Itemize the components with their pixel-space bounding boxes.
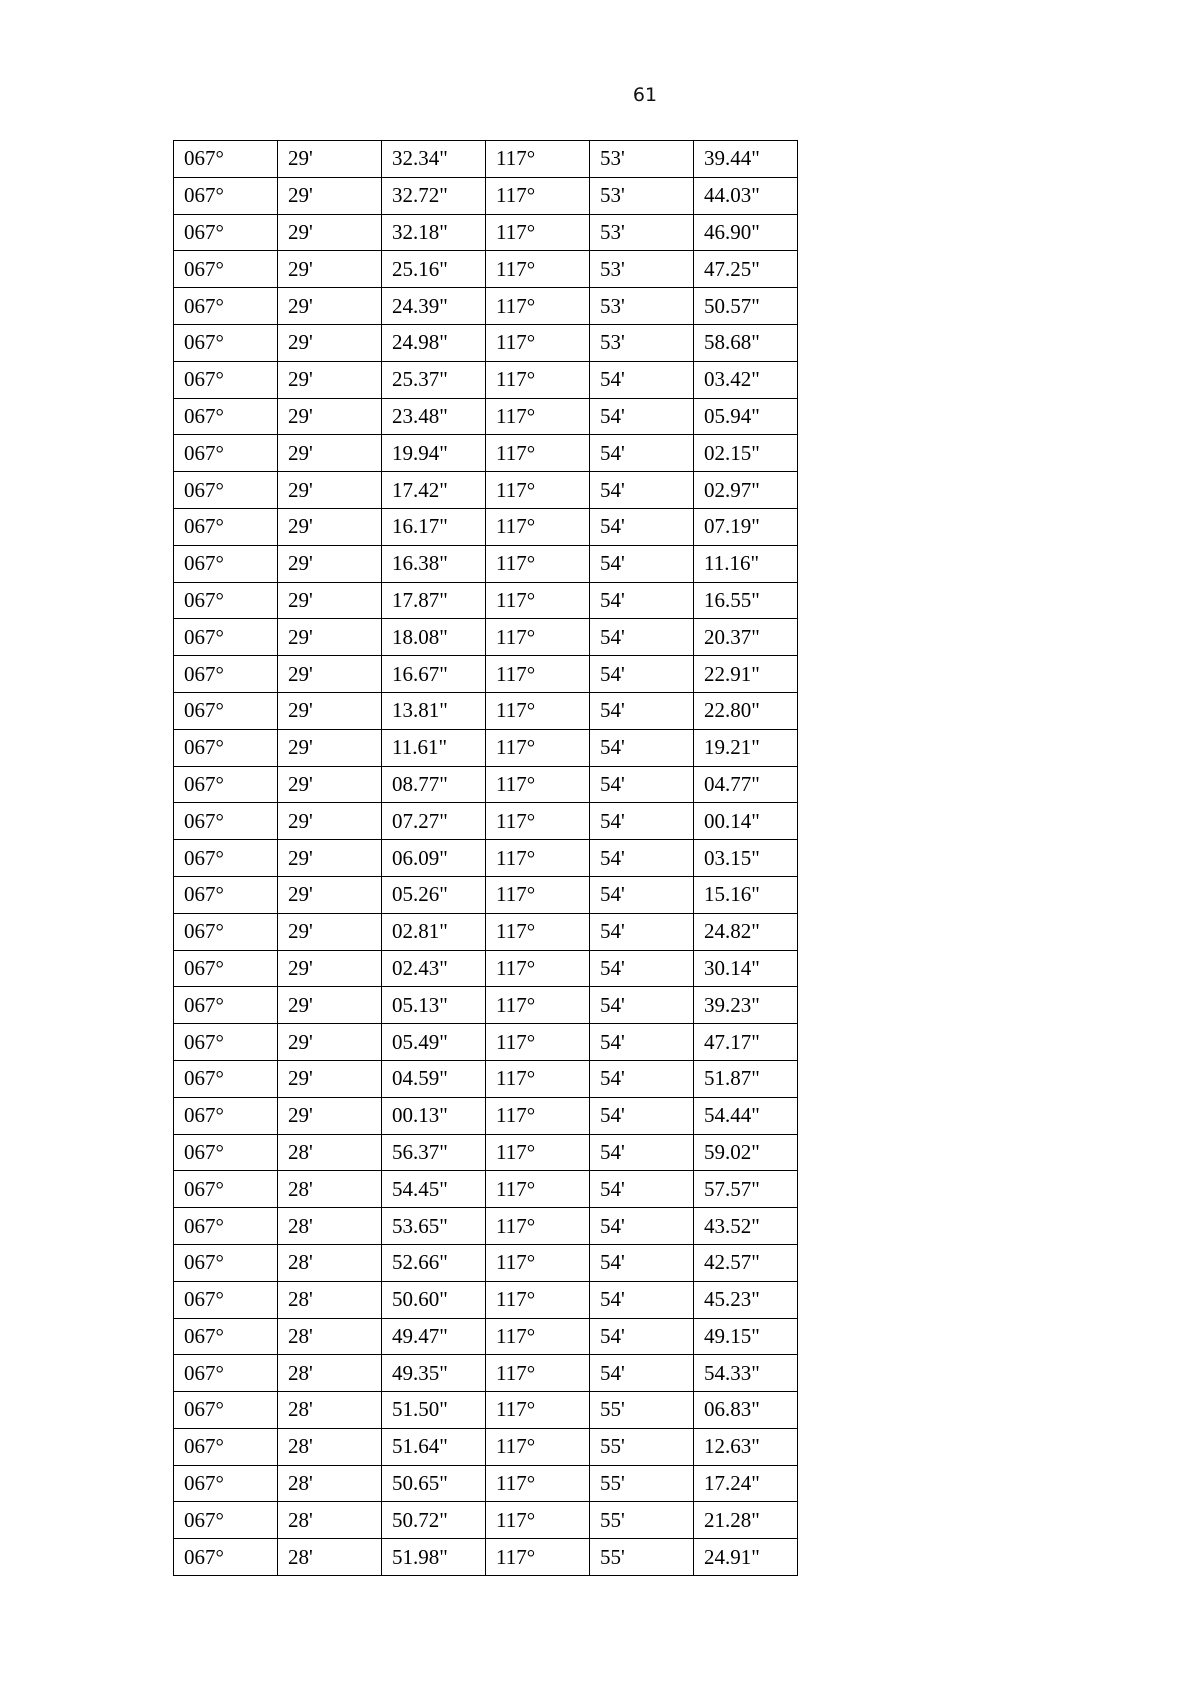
longitude-minutes-cell: 28' — [278, 1244, 382, 1281]
longitude-seconds-cell: 24.39" — [382, 288, 486, 325]
latitude-seconds-cell: 43.52" — [694, 1208, 798, 1245]
longitude-seconds-cell: 23.48" — [382, 398, 486, 435]
longitude-seconds-cell: 07.27" — [382, 803, 486, 840]
longitude-minutes-cell: 29' — [278, 950, 382, 987]
longitude-seconds-cell: 53.65" — [382, 1208, 486, 1245]
latitude-degrees-cell: 117° — [486, 950, 590, 987]
coordinates-table — [173, 140, 798, 1576]
longitude-degrees-cell: 067° — [174, 1318, 278, 1355]
latitude-minutes-cell: 54' — [590, 729, 694, 766]
longitude-seconds-cell: 25.16" — [382, 251, 486, 288]
latitude-seconds-cell: 03.42" — [694, 361, 798, 398]
latitude-degrees-cell: 117° — [486, 582, 590, 619]
longitude-seconds-cell: 24.98" — [382, 324, 486, 361]
table-row — [174, 1134, 798, 1171]
latitude-seconds-cell: 04.77" — [694, 766, 798, 803]
latitude-minutes-cell: 54' — [590, 361, 694, 398]
table-row — [174, 288, 798, 325]
latitude-degrees-cell: 117° — [486, 545, 590, 582]
longitude-minutes-cell: 28' — [278, 1318, 382, 1355]
longitude-degrees-cell: 067° — [174, 435, 278, 472]
latitude-minutes-cell: 54' — [590, 876, 694, 913]
latitude-seconds-cell: 06.83" — [694, 1392, 798, 1429]
longitude-degrees-cell: 067° — [174, 1355, 278, 1392]
longitude-minutes-cell: 29' — [278, 840, 382, 877]
latitude-minutes-cell: 55' — [590, 1539, 694, 1576]
latitude-minutes-cell: 53' — [590, 251, 694, 288]
table-row — [174, 1392, 798, 1429]
table-row — [174, 1171, 798, 1208]
longitude-minutes-cell: 29' — [278, 619, 382, 656]
longitude-degrees-cell: 067° — [174, 1134, 278, 1171]
longitude-seconds-cell: 25.37" — [382, 361, 486, 398]
latitude-degrees-cell: 117° — [486, 361, 590, 398]
longitude-seconds-cell: 06.09" — [382, 840, 486, 877]
latitude-seconds-cell: 50.57" — [694, 288, 798, 325]
latitude-minutes-cell: 54' — [590, 950, 694, 987]
longitude-degrees-cell: 067° — [174, 251, 278, 288]
latitude-degrees-cell: 117° — [486, 324, 590, 361]
longitude-seconds-cell: 05.49" — [382, 1024, 486, 1061]
latitude-seconds-cell: 05.94" — [694, 398, 798, 435]
longitude-minutes-cell: 28' — [278, 1392, 382, 1429]
latitude-degrees-cell: 117° — [486, 913, 590, 950]
longitude-degrees-cell: 067° — [174, 1171, 278, 1208]
longitude-minutes-cell: 28' — [278, 1465, 382, 1502]
latitude-minutes-cell: 54' — [590, 1208, 694, 1245]
longitude-minutes-cell: 29' — [278, 1060, 382, 1097]
longitude-seconds-cell: 32.72" — [382, 177, 486, 214]
latitude-degrees-cell: 117° — [486, 1171, 590, 1208]
latitude-seconds-cell: 47.25" — [694, 251, 798, 288]
longitude-seconds-cell: 52.66" — [382, 1244, 486, 1281]
latitude-minutes-cell: 55' — [590, 1428, 694, 1465]
latitude-minutes-cell: 54' — [590, 656, 694, 693]
latitude-minutes-cell: 53' — [590, 214, 694, 251]
latitude-seconds-cell: 46.90" — [694, 214, 798, 251]
longitude-degrees-cell: 067° — [174, 1208, 278, 1245]
longitude-seconds-cell: 32.34" — [382, 141, 486, 178]
longitude-minutes-cell: 29' — [278, 692, 382, 729]
latitude-degrees-cell: 117° — [486, 876, 590, 913]
longitude-degrees-cell: 067° — [174, 141, 278, 178]
longitude-minutes-cell: 28' — [278, 1134, 382, 1171]
latitude-seconds-cell: 39.23" — [694, 987, 798, 1024]
longitude-minutes-cell: 28' — [278, 1502, 382, 1539]
latitude-degrees-cell: 117° — [486, 435, 590, 472]
latitude-seconds-cell: 54.33" — [694, 1355, 798, 1392]
latitude-degrees-cell: 117° — [486, 692, 590, 729]
latitude-minutes-cell: 54' — [590, 545, 694, 582]
longitude-minutes-cell: 28' — [278, 1171, 382, 1208]
table-row — [174, 214, 798, 251]
longitude-seconds-cell: 51.64" — [382, 1428, 486, 1465]
table-row — [174, 692, 798, 729]
longitude-seconds-cell: 50.60" — [382, 1281, 486, 1318]
longitude-degrees-cell: 067° — [174, 472, 278, 509]
latitude-minutes-cell: 54' — [590, 803, 694, 840]
longitude-minutes-cell: 28' — [278, 1428, 382, 1465]
longitude-degrees-cell: 067° — [174, 619, 278, 656]
longitude-seconds-cell: 13.81" — [382, 692, 486, 729]
longitude-minutes-cell: 29' — [278, 472, 382, 509]
longitude-minutes-cell: 29' — [278, 177, 382, 214]
longitude-degrees-cell: 067° — [174, 766, 278, 803]
latitude-minutes-cell: 54' — [590, 398, 694, 435]
table-row — [174, 1465, 798, 1502]
latitude-minutes-cell: 54' — [590, 692, 694, 729]
latitude-degrees-cell: 117° — [486, 1355, 590, 1392]
table-row — [174, 251, 798, 288]
longitude-minutes-cell: 29' — [278, 141, 382, 178]
table-row — [174, 1355, 798, 1392]
table-row — [174, 1502, 798, 1539]
longitude-seconds-cell: 17.87" — [382, 582, 486, 619]
latitude-minutes-cell: 54' — [590, 1097, 694, 1134]
longitude-seconds-cell: 16.17" — [382, 508, 486, 545]
table-row — [174, 435, 798, 472]
latitude-degrees-cell: 117° — [486, 1244, 590, 1281]
longitude-minutes-cell: 29' — [278, 913, 382, 950]
longitude-seconds-cell: 05.26" — [382, 876, 486, 913]
longitude-degrees-cell: 067° — [174, 177, 278, 214]
longitude-seconds-cell: 02.81" — [382, 913, 486, 950]
longitude-minutes-cell: 29' — [278, 803, 382, 840]
longitude-minutes-cell: 28' — [278, 1281, 382, 1318]
latitude-degrees-cell: 117° — [486, 987, 590, 1024]
latitude-seconds-cell: 02.15" — [694, 435, 798, 472]
latitude-minutes-cell: 54' — [590, 913, 694, 950]
latitude-minutes-cell: 53' — [590, 288, 694, 325]
latitude-seconds-cell: 45.23" — [694, 1281, 798, 1318]
latitude-seconds-cell: 47.17" — [694, 1024, 798, 1061]
latitude-minutes-cell: 54' — [590, 987, 694, 1024]
latitude-minutes-cell: 54' — [590, 1318, 694, 1355]
latitude-minutes-cell: 53' — [590, 141, 694, 178]
longitude-seconds-cell: 18.08" — [382, 619, 486, 656]
longitude-seconds-cell: 49.35" — [382, 1355, 486, 1392]
longitude-degrees-cell: 067° — [174, 361, 278, 398]
table-row — [174, 950, 798, 987]
table-row — [174, 803, 798, 840]
longitude-minutes-cell: 29' — [278, 288, 382, 325]
longitude-seconds-cell: 50.72" — [382, 1502, 486, 1539]
latitude-degrees-cell: 117° — [486, 398, 590, 435]
table-row — [174, 840, 798, 877]
longitude-seconds-cell: 00.13" — [382, 1097, 486, 1134]
latitude-seconds-cell: 17.24" — [694, 1465, 798, 1502]
table-row — [174, 1244, 798, 1281]
longitude-degrees-cell: 067° — [174, 582, 278, 619]
longitude-degrees-cell: 067° — [174, 398, 278, 435]
longitude-seconds-cell: 51.50" — [382, 1392, 486, 1429]
longitude-degrees-cell: 067° — [174, 729, 278, 766]
latitude-seconds-cell: 39.44" — [694, 141, 798, 178]
longitude-degrees-cell: 067° — [174, 840, 278, 877]
longitude-seconds-cell: 54.45" — [382, 1171, 486, 1208]
longitude-seconds-cell: 50.65" — [382, 1465, 486, 1502]
longitude-minutes-cell: 29' — [278, 361, 382, 398]
longitude-minutes-cell: 29' — [278, 766, 382, 803]
latitude-seconds-cell: 54.44" — [694, 1097, 798, 1134]
latitude-degrees-cell: 117° — [486, 729, 590, 766]
latitude-minutes-cell: 54' — [590, 435, 694, 472]
longitude-degrees-cell: 067° — [174, 1244, 278, 1281]
table-row — [174, 582, 798, 619]
longitude-degrees-cell: 067° — [174, 692, 278, 729]
longitude-degrees-cell: 067° — [174, 545, 278, 582]
longitude-minutes-cell: 29' — [278, 545, 382, 582]
longitude-minutes-cell: 29' — [278, 251, 382, 288]
latitude-seconds-cell: 21.28" — [694, 1502, 798, 1539]
longitude-degrees-cell: 067° — [174, 1097, 278, 1134]
table-row — [174, 729, 798, 766]
latitude-seconds-cell: 22.80" — [694, 692, 798, 729]
table-row — [174, 398, 798, 435]
longitude-minutes-cell: 29' — [278, 324, 382, 361]
table-row — [174, 1318, 798, 1355]
table-row — [174, 913, 798, 950]
longitude-degrees-cell: 067° — [174, 324, 278, 361]
longitude-seconds-cell: 08.77" — [382, 766, 486, 803]
longitude-minutes-cell: 28' — [278, 1539, 382, 1576]
latitude-degrees-cell: 117° — [486, 619, 590, 656]
longitude-minutes-cell: 29' — [278, 1024, 382, 1061]
latitude-minutes-cell: 55' — [590, 1392, 694, 1429]
latitude-minutes-cell: 54' — [590, 472, 694, 509]
table-row — [174, 1060, 798, 1097]
table-row — [174, 324, 798, 361]
latitude-seconds-cell: 42.57" — [694, 1244, 798, 1281]
latitude-degrees-cell: 117° — [486, 1539, 590, 1576]
longitude-degrees-cell: 067° — [174, 987, 278, 1024]
longitude-degrees-cell: 067° — [174, 288, 278, 325]
latitude-seconds-cell: 03.15" — [694, 840, 798, 877]
longitude-seconds-cell: 04.59" — [382, 1060, 486, 1097]
latitude-degrees-cell: 117° — [486, 1392, 590, 1429]
latitude-minutes-cell: 55' — [590, 1502, 694, 1539]
latitude-degrees-cell: 117° — [486, 1502, 590, 1539]
longitude-seconds-cell: 16.38" — [382, 545, 486, 582]
table-row — [174, 619, 798, 656]
latitude-degrees-cell: 117° — [486, 840, 590, 877]
latitude-seconds-cell: 16.55" — [694, 582, 798, 619]
table-row — [174, 472, 798, 509]
latitude-seconds-cell: 11.16" — [694, 545, 798, 582]
latitude-seconds-cell: 19.21" — [694, 729, 798, 766]
longitude-degrees-cell: 067° — [174, 1024, 278, 1061]
latitude-minutes-cell: 55' — [590, 1465, 694, 1502]
latitude-seconds-cell: 20.37" — [694, 619, 798, 656]
table-row — [174, 545, 798, 582]
latitude-degrees-cell: 117° — [486, 1060, 590, 1097]
latitude-minutes-cell: 54' — [590, 1244, 694, 1281]
longitude-minutes-cell: 29' — [278, 987, 382, 1024]
table-row — [174, 1024, 798, 1061]
latitude-seconds-cell: 15.16" — [694, 876, 798, 913]
latitude-seconds-cell: 49.15" — [694, 1318, 798, 1355]
longitude-degrees-cell: 067° — [174, 1281, 278, 1318]
longitude-minutes-cell: 29' — [278, 582, 382, 619]
latitude-seconds-cell: 12.63" — [694, 1428, 798, 1465]
longitude-degrees-cell: 067° — [174, 656, 278, 693]
latitude-minutes-cell: 54' — [590, 840, 694, 877]
latitude-minutes-cell: 54' — [590, 508, 694, 545]
table-row — [174, 141, 798, 178]
latitude-seconds-cell: 30.14" — [694, 950, 798, 987]
longitude-minutes-cell: 29' — [278, 729, 382, 766]
longitude-minutes-cell: 29' — [278, 435, 382, 472]
latitude-seconds-cell: 00.14" — [694, 803, 798, 840]
latitude-seconds-cell: 02.97" — [694, 472, 798, 509]
longitude-degrees-cell: 067° — [174, 913, 278, 950]
longitude-degrees-cell: 067° — [174, 1428, 278, 1465]
latitude-minutes-cell: 54' — [590, 582, 694, 619]
latitude-degrees-cell: 117° — [486, 1318, 590, 1355]
latitude-degrees-cell: 117° — [486, 214, 590, 251]
longitude-degrees-cell: 067° — [174, 1392, 278, 1429]
latitude-minutes-cell: 54' — [590, 1171, 694, 1208]
latitude-degrees-cell: 117° — [486, 251, 590, 288]
table-row — [174, 1281, 798, 1318]
table-row — [174, 766, 798, 803]
latitude-minutes-cell: 54' — [590, 766, 694, 803]
latitude-seconds-cell: 22.91" — [694, 656, 798, 693]
latitude-degrees-cell: 117° — [486, 1024, 590, 1061]
latitude-degrees-cell: 117° — [486, 177, 590, 214]
longitude-degrees-cell: 067° — [174, 1465, 278, 1502]
longitude-seconds-cell: 19.94" — [382, 435, 486, 472]
latitude-seconds-cell: 59.02" — [694, 1134, 798, 1171]
longitude-degrees-cell: 067° — [174, 1502, 278, 1539]
latitude-seconds-cell: 57.57" — [694, 1171, 798, 1208]
latitude-degrees-cell: 117° — [486, 1281, 590, 1318]
longitude-seconds-cell: 05.13" — [382, 987, 486, 1024]
latitude-degrees-cell: 117° — [486, 1208, 590, 1245]
latitude-degrees-cell: 117° — [486, 803, 590, 840]
longitude-minutes-cell: 28' — [278, 1208, 382, 1245]
longitude-minutes-cell: 29' — [278, 508, 382, 545]
longitude-degrees-cell: 067° — [174, 876, 278, 913]
latitude-degrees-cell: 117° — [486, 1428, 590, 1465]
coordinates-table-body — [174, 141, 798, 1576]
latitude-minutes-cell: 54' — [590, 1134, 694, 1171]
table-row — [174, 1097, 798, 1134]
longitude-minutes-cell: 28' — [278, 1355, 382, 1392]
longitude-minutes-cell: 29' — [278, 876, 382, 913]
table-row — [174, 656, 798, 693]
page-number: 61 — [632, 84, 658, 106]
longitude-minutes-cell: 29' — [278, 214, 382, 251]
longitude-degrees-cell: 067° — [174, 214, 278, 251]
latitude-seconds-cell: 24.82" — [694, 913, 798, 950]
table-row — [174, 1208, 798, 1245]
table-row — [174, 177, 798, 214]
latitude-minutes-cell: 54' — [590, 1024, 694, 1061]
longitude-seconds-cell: 49.47" — [382, 1318, 486, 1355]
latitude-degrees-cell: 117° — [486, 1465, 590, 1502]
latitude-degrees-cell: 117° — [486, 656, 590, 693]
table-row — [174, 1539, 798, 1576]
latitude-minutes-cell: 54' — [590, 1355, 694, 1392]
latitude-minutes-cell: 54' — [590, 1281, 694, 1318]
table-row — [174, 987, 798, 1024]
latitude-minutes-cell: 54' — [590, 619, 694, 656]
latitude-seconds-cell: 24.91" — [694, 1539, 798, 1576]
longitude-seconds-cell: 02.43" — [382, 950, 486, 987]
longitude-minutes-cell: 29' — [278, 398, 382, 435]
longitude-seconds-cell: 11.61" — [382, 729, 486, 766]
longitude-degrees-cell: 067° — [174, 950, 278, 987]
longitude-seconds-cell: 17.42" — [382, 472, 486, 509]
latitude-seconds-cell: 51.87" — [694, 1060, 798, 1097]
longitude-degrees-cell: 067° — [174, 803, 278, 840]
latitude-degrees-cell: 117° — [486, 508, 590, 545]
longitude-minutes-cell: 29' — [278, 1097, 382, 1134]
latitude-minutes-cell: 53' — [590, 324, 694, 361]
table-row — [174, 876, 798, 913]
latitude-seconds-cell: 07.19" — [694, 508, 798, 545]
table-row — [174, 361, 798, 398]
latitude-degrees-cell: 117° — [486, 472, 590, 509]
latitude-minutes-cell: 54' — [590, 1060, 694, 1097]
longitude-minutes-cell: 29' — [278, 656, 382, 693]
longitude-seconds-cell: 51.98" — [382, 1539, 486, 1576]
table-row — [174, 508, 798, 545]
latitude-degrees-cell: 117° — [486, 1097, 590, 1134]
table-row — [174, 1428, 798, 1465]
latitude-degrees-cell: 117° — [486, 1134, 590, 1171]
longitude-seconds-cell: 56.37" — [382, 1134, 486, 1171]
latitude-minutes-cell: 53' — [590, 177, 694, 214]
longitude-seconds-cell: 32.18" — [382, 214, 486, 251]
longitude-degrees-cell: 067° — [174, 508, 278, 545]
latitude-degrees-cell: 117° — [486, 288, 590, 325]
latitude-seconds-cell: 44.03" — [694, 177, 798, 214]
latitude-degrees-cell: 117° — [486, 766, 590, 803]
longitude-degrees-cell: 067° — [174, 1539, 278, 1576]
latitude-seconds-cell: 58.68" — [694, 324, 798, 361]
latitude-degrees-cell: 117° — [486, 141, 590, 178]
longitude-degrees-cell: 067° — [174, 1060, 278, 1097]
longitude-seconds-cell: 16.67" — [382, 656, 486, 693]
